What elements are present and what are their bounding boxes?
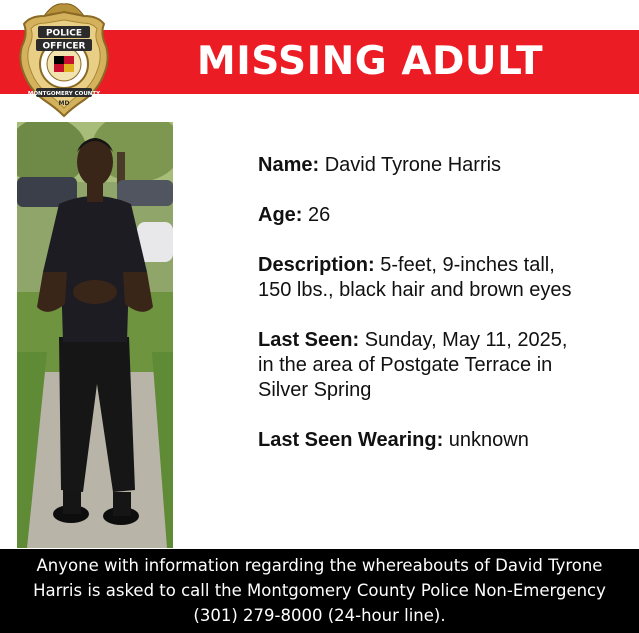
footer-line-1: Anyone with information regarding the whereabouts of David Tyrone: [36, 556, 603, 575]
footer-line-3: (301) 279-8000 (24-hour line).: [193, 606, 446, 625]
last-seen-row: [258, 328, 628, 403]
page-title: MISSING ADULT: [196, 39, 544, 84]
person-details: [258, 153, 628, 478]
description-line-2: 150 lbs., black hair and brown eyes: [258, 279, 572, 301]
missing-person-photo: [17, 122, 173, 548]
age-value: 26: [308, 204, 331, 226]
police-badge-logo: [14, 0, 114, 118]
last-seen-label: Last Seen:: [258, 329, 360, 351]
last-seen-line-2: in the area of Postgate Terrace in: [258, 354, 553, 376]
name-row: [258, 153, 628, 178]
description-label: Description:: [258, 254, 375, 276]
wearing-row: [258, 428, 628, 453]
badge-bottom-text: MD: [58, 100, 70, 107]
wearing-value: unknown: [448, 429, 529, 451]
badge-ring-text: MONTGOMERY COUNTY: [27, 91, 101, 97]
badge-top-text: POLICE: [45, 28, 83, 39]
description-line-1: 5-feet, 9-inches tall,: [380, 254, 555, 276]
name-label: Name:: [258, 154, 320, 176]
contact-footer: [0, 549, 639, 633]
last-seen-line-1: Sunday, May 11, 2025,: [364, 329, 568, 351]
footer-line-2: Harris is asked to call the Montgomery County Police Non-Emergency: [33, 581, 606, 600]
badge-middle-text: OFFICER: [42, 41, 86, 52]
name-value: David Tyrone Harris: [324, 154, 502, 176]
wearing-label: Last Seen Wearing:: [258, 429, 444, 451]
last-seen-line-3: Silver Spring: [258, 379, 372, 401]
description-row: [258, 253, 628, 303]
age-label: Age:: [258, 204, 303, 226]
age-row: [258, 203, 628, 228]
